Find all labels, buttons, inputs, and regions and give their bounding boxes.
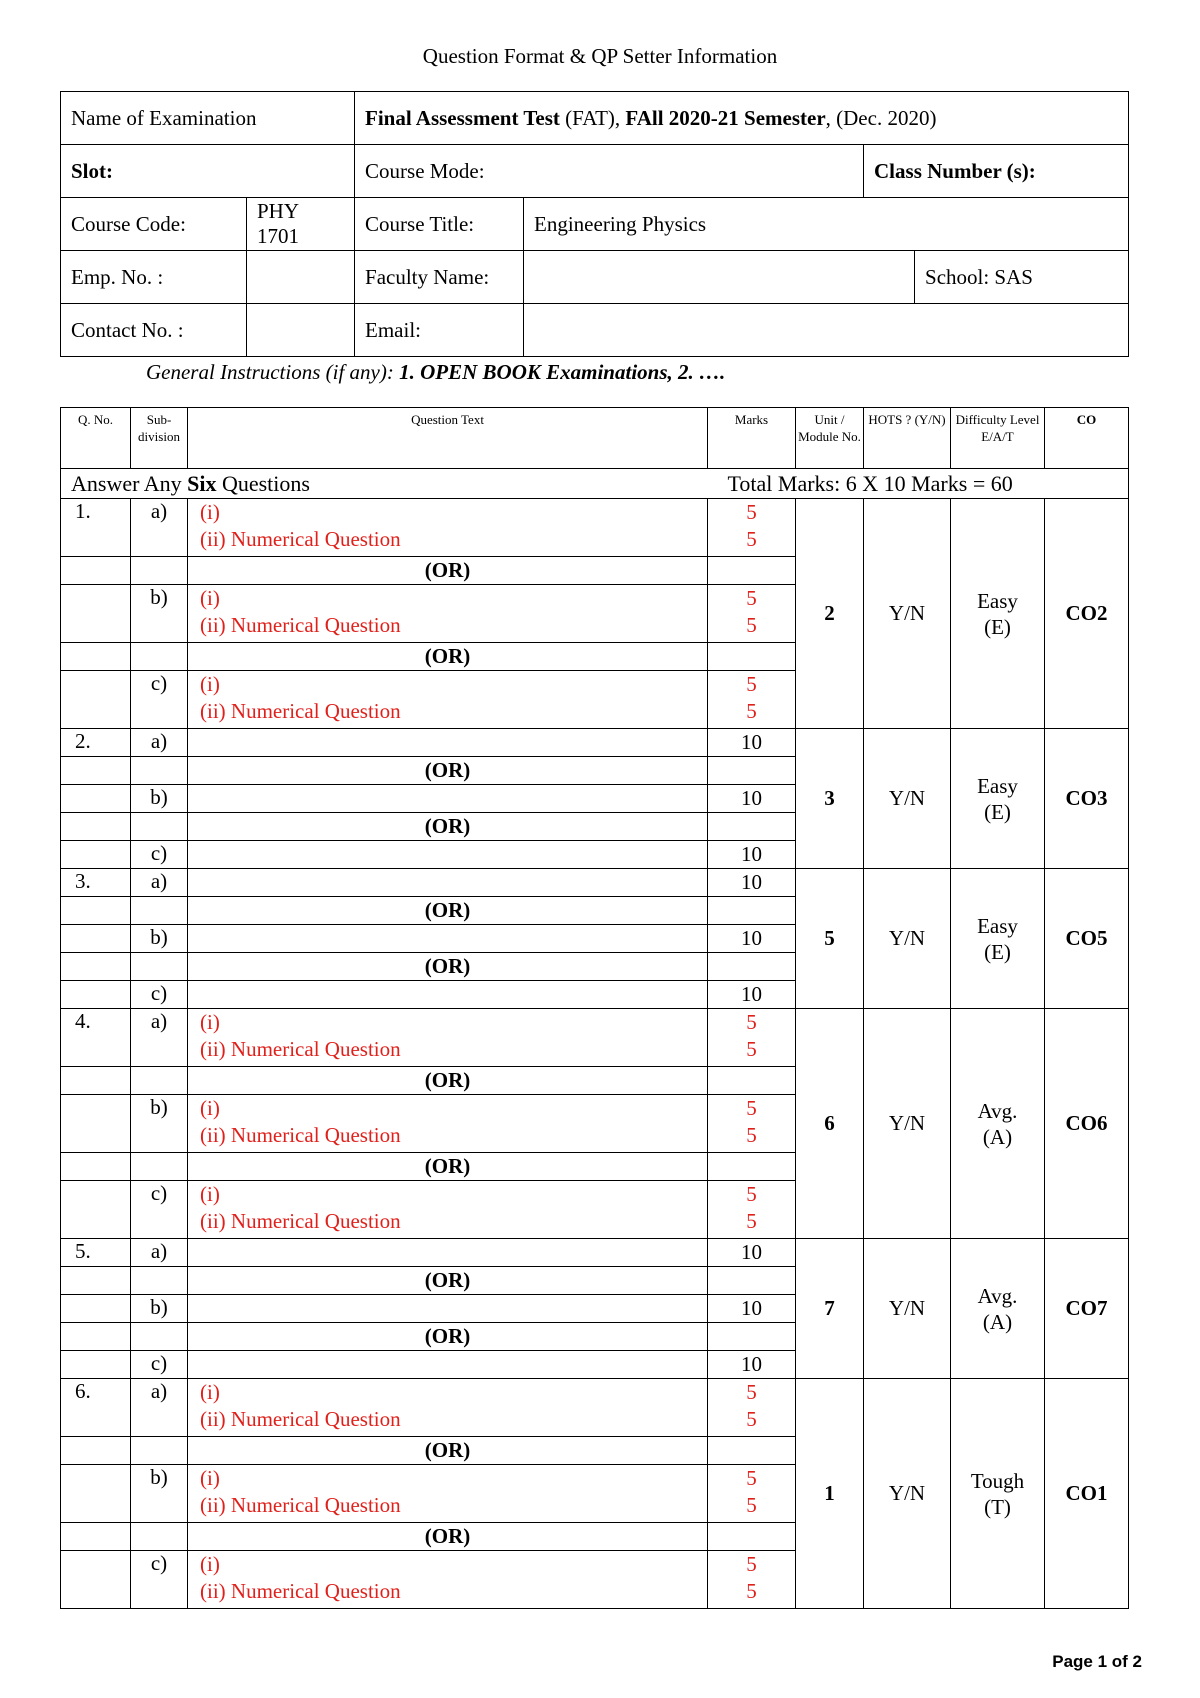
subdivision: c): [131, 1181, 188, 1239]
question-marks: [708, 1009, 796, 1067]
unit-number: [796, 1009, 864, 1239]
question-number: 1.: [61, 499, 131, 557]
or-sub-cell: [131, 1153, 188, 1181]
difficulty-level: [951, 499, 1045, 729]
table-row: [61, 1009, 1129, 1067]
question-marks: 10: [708, 1351, 796, 1379]
question-body: [61, 499, 1129, 1609]
part-ii-marks: 5: [746, 1209, 757, 1233]
question-marks: 10: [708, 1239, 796, 1267]
question-number: [61, 841, 131, 869]
table-row: [61, 1239, 1129, 1267]
question-number: [61, 1465, 131, 1523]
question-text: [188, 1351, 708, 1379]
subdivision: a): [131, 1239, 188, 1267]
part-ii-marks: 5: [746, 613, 757, 637]
course-outcome: [1045, 499, 1129, 729]
subdivision: b): [131, 585, 188, 643]
question-number: [61, 925, 131, 953]
or-separator: (OR): [188, 1323, 708, 1351]
answer-count: Six: [187, 470, 217, 496]
part-i-text: (i): [200, 1466, 220, 1490]
question-text: [188, 981, 708, 1009]
part-ii-text: (ii) Numerical Question: [200, 1209, 401, 1233]
exam-name-label: Name of Examination: [61, 92, 355, 145]
or-separator: (OR): [188, 557, 708, 585]
header-co: CO: [1045, 408, 1129, 469]
or-marks-cell: [708, 643, 796, 671]
difficulty-level: [951, 1379, 1045, 1609]
part-i-text: (i): [200, 1380, 220, 1404]
part-i-marks: 5: [746, 1380, 757, 1404]
or-separator: (OR): [188, 953, 708, 981]
or-separator: (OR): [188, 643, 708, 671]
or-qno-cell: [61, 1267, 131, 1295]
or-marks-cell: [708, 1437, 796, 1465]
part-ii-marks: 5: [746, 1493, 757, 1517]
question-marks: 10: [708, 729, 796, 757]
or-marks-cell: [708, 953, 796, 981]
part-i-text: (i): [200, 1552, 220, 1576]
part-ii-text: (ii) Numerical Question: [200, 527, 401, 551]
question-marks: [708, 585, 796, 643]
or-sub-cell: [131, 897, 188, 925]
question-marks: 10: [708, 785, 796, 813]
difficulty-label: Avg.: [977, 1283, 1018, 1308]
subdivision: a): [131, 499, 188, 557]
school-value: School: SAS: [915, 251, 1129, 304]
part-i-text: (i): [200, 1096, 220, 1120]
or-separator: (OR): [188, 1267, 708, 1295]
co-value: CO1: [1065, 1481, 1108, 1505]
difficulty-code: (E): [984, 939, 1011, 964]
class-number-label: Class Number (s):: [864, 145, 1129, 198]
subdivision: b): [131, 1295, 188, 1323]
question-number: [61, 1295, 131, 1323]
or-sub-cell: [131, 1267, 188, 1295]
or-separator: (OR): [188, 897, 708, 925]
part-i-text: (i): [200, 1182, 220, 1206]
part-i-marks: 5: [746, 672, 757, 696]
unit-number: [796, 729, 864, 869]
or-marks-cell: [708, 1323, 796, 1351]
page-number: Page 1 of 2: [1052, 1652, 1142, 1671]
question-text: [188, 1009, 708, 1067]
part-ii-text: (ii) Numerical Question: [200, 699, 401, 723]
part-i-text: (i): [200, 1010, 220, 1034]
or-sub-cell: [131, 813, 188, 841]
unit-value: 2: [824, 601, 835, 625]
question-text: [188, 1551, 708, 1609]
faculty-name-value: [524, 251, 915, 304]
part-i-marks: 5: [746, 500, 757, 524]
question-text: [188, 671, 708, 729]
difficulty-label: Tough: [970, 1468, 1025, 1493]
question-text: [188, 1295, 708, 1323]
question-marks: [708, 1465, 796, 1523]
table-row: [61, 1379, 1129, 1437]
or-marks-cell: [708, 813, 796, 841]
course-title-value: Engineering Physics: [524, 198, 1129, 251]
contact-value: [247, 304, 355, 357]
part-i-text: (i): [200, 500, 220, 524]
or-sub-cell: [131, 1437, 188, 1465]
or-qno-cell: [61, 643, 131, 671]
part-i-text: (i): [200, 672, 220, 696]
question-text: [188, 925, 708, 953]
setter-info-table: [60, 91, 1129, 357]
unit-number: [796, 1379, 864, 1609]
co-value: CO3: [1065, 786, 1108, 810]
header-qno: Q. No.: [61, 408, 131, 469]
course-outcome: [1045, 1379, 1129, 1609]
or-marks-cell: [708, 757, 796, 785]
or-qno-cell: [61, 953, 131, 981]
question-marks: [708, 499, 796, 557]
question-text: [188, 869, 708, 897]
emp-no-value: [247, 251, 355, 304]
subdivision: a): [131, 1379, 188, 1437]
or-qno-cell: [61, 1437, 131, 1465]
header-unit: Unit / Module No.: [796, 408, 864, 469]
or-sub-cell: [131, 1067, 188, 1095]
part-i-marks: 5: [746, 586, 757, 610]
question-number: 6.: [61, 1379, 131, 1437]
difficulty-label: Easy: [977, 773, 1018, 798]
or-qno-cell: [61, 1153, 131, 1181]
or-marks-cell: [708, 1523, 796, 1551]
or-separator: (OR): [188, 1437, 708, 1465]
or-separator: (OR): [188, 1067, 708, 1095]
difficulty-label: Easy: [977, 588, 1018, 613]
slot-label: Slot:: [61, 145, 355, 198]
or-marks-cell: [708, 1067, 796, 1095]
difficulty-code: (A): [982, 1124, 1013, 1149]
question-text: [188, 585, 708, 643]
course-outcome: [1045, 1009, 1129, 1239]
exam-abbrev: (FAT),: [559, 105, 626, 130]
difficulty-label: Avg.: [977, 1098, 1018, 1123]
course-code-label: Course Code:: [61, 198, 247, 251]
unit-value: 5: [824, 926, 835, 950]
question-text: [188, 841, 708, 869]
question-marks: [708, 1379, 796, 1437]
or-qno-cell: [61, 1523, 131, 1551]
subdivision: c): [131, 1551, 188, 1609]
course-outcome: [1045, 869, 1129, 1009]
question-text: [188, 1465, 708, 1523]
or-separator: (OR): [188, 1153, 708, 1181]
question-number: [61, 785, 131, 813]
or-sub-cell: [131, 953, 188, 981]
unit-value: 7: [824, 1296, 835, 1320]
co-value: CO2: [1065, 601, 1108, 625]
subdivision: c): [131, 1351, 188, 1379]
difficulty-level: [951, 1009, 1045, 1239]
or-separator: (OR): [188, 1523, 708, 1551]
subdivision: b): [131, 1095, 188, 1153]
question-text: [188, 785, 708, 813]
course-outcome: [1045, 729, 1129, 869]
question-number: [61, 1095, 131, 1153]
exam-date: , (Dec. 2020): [825, 105, 937, 130]
or-marks-cell: [708, 1267, 796, 1295]
or-qno-cell: [61, 813, 131, 841]
co-value: CO5: [1065, 926, 1108, 950]
course-mode-label: Course Mode:: [355, 145, 864, 198]
part-ii-marks: 5: [746, 1407, 757, 1431]
question-marks: [708, 1095, 796, 1153]
hots-value: Y/N: [864, 869, 951, 1009]
co-value: CO7: [1065, 1296, 1108, 1320]
subdivision: b): [131, 925, 188, 953]
unit-value: 3: [824, 786, 835, 810]
exam-name-bold: Final Assessment Test: [365, 105, 560, 130]
question-text: [188, 1379, 708, 1437]
question-text: [188, 1095, 708, 1153]
exam-semester: FAll 2020-21 Semester: [625, 105, 826, 130]
part-ii-marks: 5: [746, 527, 757, 551]
question-marks: [708, 671, 796, 729]
or-qno-cell: [61, 897, 131, 925]
unit-number: [796, 869, 864, 1009]
or-qno-cell: [61, 557, 131, 585]
total-marks: [727, 469, 1129, 499]
unit-number: [796, 499, 864, 729]
part-ii-text: (ii) Numerical Question: [200, 1493, 401, 1517]
subdivision: a): [131, 729, 188, 757]
question-marks: [708, 1181, 796, 1239]
question-number: [61, 981, 131, 1009]
question-number: 3.: [61, 869, 131, 897]
hots-value: Y/N: [864, 729, 951, 869]
question-marks: 10: [708, 981, 796, 1009]
question-number: [61, 671, 131, 729]
course-outcome: [1045, 1239, 1129, 1379]
course-code-value: PHY 1701: [247, 198, 355, 251]
answer-prefix: Answer Any: [71, 470, 188, 496]
subdivision: c): [131, 981, 188, 1009]
answer-suffix: Questions: [216, 470, 310, 496]
part-ii-marks: 5: [746, 1037, 757, 1061]
part-ii-marks: 5: [746, 1579, 757, 1603]
instructions-text: 1. OPEN BOOK Examinations, 2. ….: [393, 360, 726, 384]
subdivision: a): [131, 1009, 188, 1067]
or-marks-cell: [708, 557, 796, 585]
header-sub: Sub-division: [131, 408, 188, 469]
difficulty-code: (T): [984, 1494, 1011, 1519]
course-title-label: Course Title:: [355, 198, 524, 251]
question-number: [61, 1551, 131, 1609]
table-header-row: [61, 408, 1129, 469]
or-sub-cell: [131, 1323, 188, 1351]
part-ii-text: (ii) Numerical Question: [200, 1037, 401, 1061]
part-ii-marks: 5: [746, 1123, 757, 1147]
question-text: [188, 729, 708, 757]
header-marks: Marks: [708, 408, 796, 469]
document-title: Question Format & QP Setter Information: [422, 44, 778, 68]
part-i-marks: 5: [746, 1552, 757, 1576]
question-number: [61, 585, 131, 643]
general-instructions: [146, 360, 725, 385]
question-text: [188, 1181, 708, 1239]
or-qno-cell: [61, 1067, 131, 1095]
or-qno-cell: [61, 757, 131, 785]
question-number: 2.: [61, 729, 131, 757]
difficulty-code: (E): [984, 799, 1011, 824]
table-row: [61, 869, 1129, 897]
part-i-marks: 5: [746, 1182, 757, 1206]
difficulty-label: Easy: [977, 913, 1018, 938]
question-marks: 10: [708, 841, 796, 869]
header-difficulty: Difficulty Level E/A/T: [951, 408, 1045, 469]
part-ii-text: (ii) Numerical Question: [200, 613, 401, 637]
unit-number: [796, 1239, 864, 1379]
difficulty-level: [951, 869, 1045, 1009]
question-table: [60, 407, 1129, 1609]
part-ii-marks: 5: [746, 699, 757, 723]
question-number: [61, 1351, 131, 1379]
part-i-marks: 5: [746, 1096, 757, 1120]
header-hots: HOTS ? (Y/N): [864, 408, 951, 469]
part-i-marks: 5: [746, 1466, 757, 1490]
or-separator: (OR): [188, 757, 708, 785]
unit-value: 6: [824, 1111, 835, 1135]
or-sub-cell: [131, 757, 188, 785]
subdivision: c): [131, 841, 188, 869]
question-number: 5.: [61, 1239, 131, 1267]
question-text: [188, 499, 708, 557]
unit-value: 1: [824, 1481, 835, 1505]
or-separator: (OR): [188, 813, 708, 841]
hots-value: Y/N: [864, 1009, 951, 1239]
question-marks: 10: [708, 869, 796, 897]
total-marks-text: Total Marks: 6 X 10 Marks = 60: [727, 470, 1013, 496]
email-label: Email:: [355, 304, 524, 357]
part-i-marks: 5: [746, 1010, 757, 1034]
subdivision: c): [131, 671, 188, 729]
table-row: [61, 729, 1129, 757]
header-qtext: Question Text: [188, 408, 708, 469]
or-sub-cell: [131, 643, 188, 671]
difficulty-level: [951, 1239, 1045, 1379]
part-ii-text: (ii) Numerical Question: [200, 1579, 401, 1603]
hots-value: Y/N: [864, 1379, 951, 1609]
subdivision: b): [131, 785, 188, 813]
part-i-text: (i): [200, 586, 220, 610]
hots-value: Y/N: [864, 499, 951, 729]
or-qno-cell: [61, 1323, 131, 1351]
question-marks: 10: [708, 925, 796, 953]
or-sub-cell: [131, 1523, 188, 1551]
part-ii-text: (ii) Numerical Question: [200, 1407, 401, 1431]
subdivision: b): [131, 1465, 188, 1523]
email-value: [524, 304, 1129, 357]
part-ii-text: (ii) Numerical Question: [200, 1123, 401, 1147]
or-marks-cell: [708, 1153, 796, 1181]
answer-row: [61, 469, 1129, 499]
co-value: CO6: [1065, 1111, 1108, 1135]
question-text: [188, 1239, 708, 1267]
answer-instruction: [61, 469, 796, 499]
difficulty-level: [951, 729, 1045, 869]
or-marks-cell: [708, 897, 796, 925]
question-number: [61, 1181, 131, 1239]
contact-label: Contact No. :: [61, 304, 247, 357]
question-marks: [708, 1551, 796, 1609]
or-sub-cell: [131, 557, 188, 585]
subdivision: a): [131, 869, 188, 897]
difficulty-code: (A): [982, 1309, 1013, 1334]
question-number: 4.: [61, 1009, 131, 1067]
difficulty-code: (E): [984, 614, 1011, 639]
table-row: [61, 499, 1129, 557]
exam-name-value: [355, 92, 1129, 145]
question-marks: 10: [708, 1295, 796, 1323]
emp-no-label: Emp. No. :: [61, 251, 247, 304]
faculty-name-label: Faculty Name:: [355, 251, 524, 304]
hots-value: Y/N: [864, 1239, 951, 1379]
instructions-label: General Instructions (if any):: [146, 360, 394, 384]
